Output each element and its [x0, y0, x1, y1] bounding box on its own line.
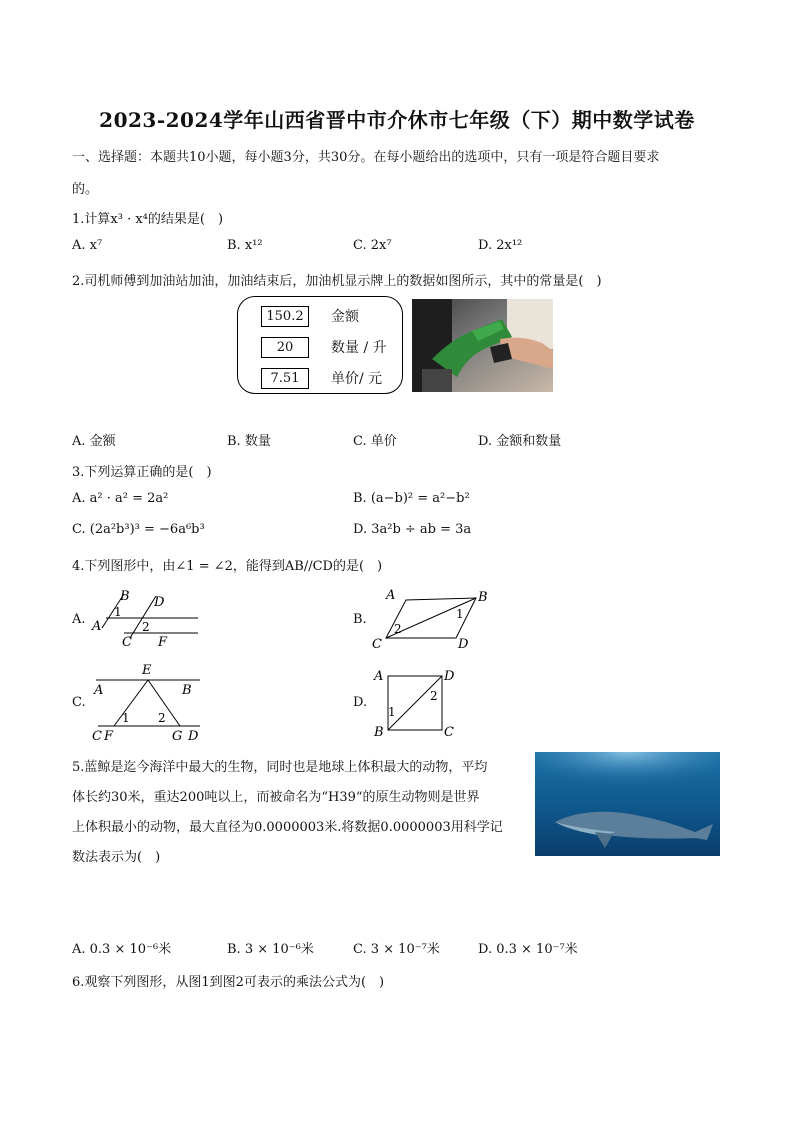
angle-1-label: 1 [388, 705, 396, 719]
angle-1-label: 1 [456, 607, 464, 621]
panel-price-label: 单价/ 元 [331, 371, 383, 387]
panel-amount-label: 金额 [331, 309, 359, 325]
q1-option-b: B. x¹² [227, 238, 263, 253]
blue-whale-photo [535, 752, 720, 856]
q5-stem-line3: 上体积最小的动物，最大直径为0.0000003米.将数据0.0000003用科学记 [72, 820, 503, 835]
label-f: F [158, 635, 168, 650]
label-a: A [92, 619, 102, 634]
label-d: D [444, 669, 455, 684]
q5-stem-line2: 体长约30米，重达200吨以上，而被命名为“H39“的原生动物则是世界 [72, 790, 480, 805]
q1-option-d: D. 2x¹² [478, 238, 523, 253]
section-instructions-line1: 一、选择题：本题共10小题，每小题3分，共30分。在每小题给出的选项中，只有一项是符合题目要求 [72, 150, 660, 165]
label-d: D [458, 637, 469, 652]
label-c: C [92, 729, 102, 744]
pump-display-panel [237, 296, 403, 394]
q4-option-c: C. [72, 695, 86, 710]
q2-option-c: C. 单价 [353, 434, 397, 449]
q4-figure-b [368, 586, 498, 652]
label-e: E [142, 663, 152, 678]
angle-1-label: 1 [114, 605, 122, 619]
q4-stem: 4.下列图形中，由∠1 = ∠2，能得到AB//CD的是( ) [72, 559, 383, 574]
q3-option-b: B. (a−b)² = a²−b² [353, 491, 470, 506]
label-b: B [478, 590, 488, 605]
label-d: D [188, 729, 199, 744]
label-a: A [374, 669, 384, 684]
label-b: B [374, 725, 384, 740]
label-a: A [94, 683, 104, 698]
section-instructions-line2: 的。 [72, 182, 99, 197]
q3-option-a: A. a² · a² = 2a² [72, 491, 169, 506]
q2-option-b: B. 数量 [227, 434, 271, 449]
q4-option-b: B. [353, 612, 367, 627]
q1-option-c: C. 2x⁷ [353, 238, 392, 253]
label-d: D [154, 595, 165, 610]
label-f: F [104, 729, 114, 744]
q2-option-a: A. 金额 [72, 434, 116, 449]
q1-stem: 1.计算x³ · x⁴的结果是( ) [72, 212, 224, 227]
label-g: G [172, 729, 183, 744]
q4-figure-d [368, 664, 468, 742]
q5-stem-line1: 5.蓝鲸是迄今海洋中最大的生物，同时也是地球上体积最大的动物，平均 [72, 760, 488, 775]
q6-stem: 6.观察下列图形，从图1到图2可表示的乘法公式为( ) [72, 975, 385, 990]
q2-option-d: D. 金额和数量 [478, 434, 562, 449]
q5-option-d: D. 0.3 × 10⁻⁷米 [478, 942, 578, 957]
label-b: B [182, 683, 192, 698]
q5-option-b: B. 3 × 10⁻⁶米 [227, 942, 314, 957]
angle-2-label: 2 [142, 620, 150, 634]
q5-option-a: A. 0.3 × 10⁻⁶米 [72, 942, 172, 957]
panel-price-value: 7.51 [261, 368, 309, 389]
panel-amount-value: 150.2 [261, 306, 309, 327]
q4-figure-a [88, 586, 208, 652]
q4-option-d: D. [353, 695, 368, 710]
q3-option-d: D. 3a²b ÷ ab = 3a [353, 522, 472, 537]
panel-quantity-value: 20 [261, 337, 309, 358]
q5-option-c: C. 3 × 10⁻⁷米 [353, 942, 440, 957]
page-title: 2023-2024学年山西省晋中市介休市七年级（下）期中数学试卷 [99, 108, 695, 132]
angle-1-label: 1 [122, 711, 130, 725]
label-c: C [372, 637, 382, 652]
q2-stem: 2.司机师傅到加油站加油，加油结束后，加油机显示牌上的数据如图所示，其中的常量是( ) [72, 274, 602, 289]
q1-option-a: A. x⁷ [72, 238, 103, 253]
label-a: A [386, 588, 396, 603]
q4-figure-c [88, 660, 208, 744]
angle-2-label: 2 [394, 622, 402, 636]
q3-stem: 3.下列运算正确的是( ) [72, 465, 212, 480]
label-c: C [122, 635, 132, 650]
label-c: C [444, 725, 454, 740]
label-b: B [120, 589, 130, 604]
angle-2-label: 2 [158, 711, 166, 725]
q5-stem-line4: 数法表示为( ) [72, 850, 161, 865]
angle-2-label: 2 [430, 689, 438, 703]
fuel-nozzle-photo [412, 299, 553, 392]
q3-option-c: C. (2a²b³)³ = −6a⁶b³ [72, 522, 205, 537]
q4-option-a: A. [72, 612, 86, 627]
panel-quantity-label: 数量 / 升 [331, 340, 387, 356]
